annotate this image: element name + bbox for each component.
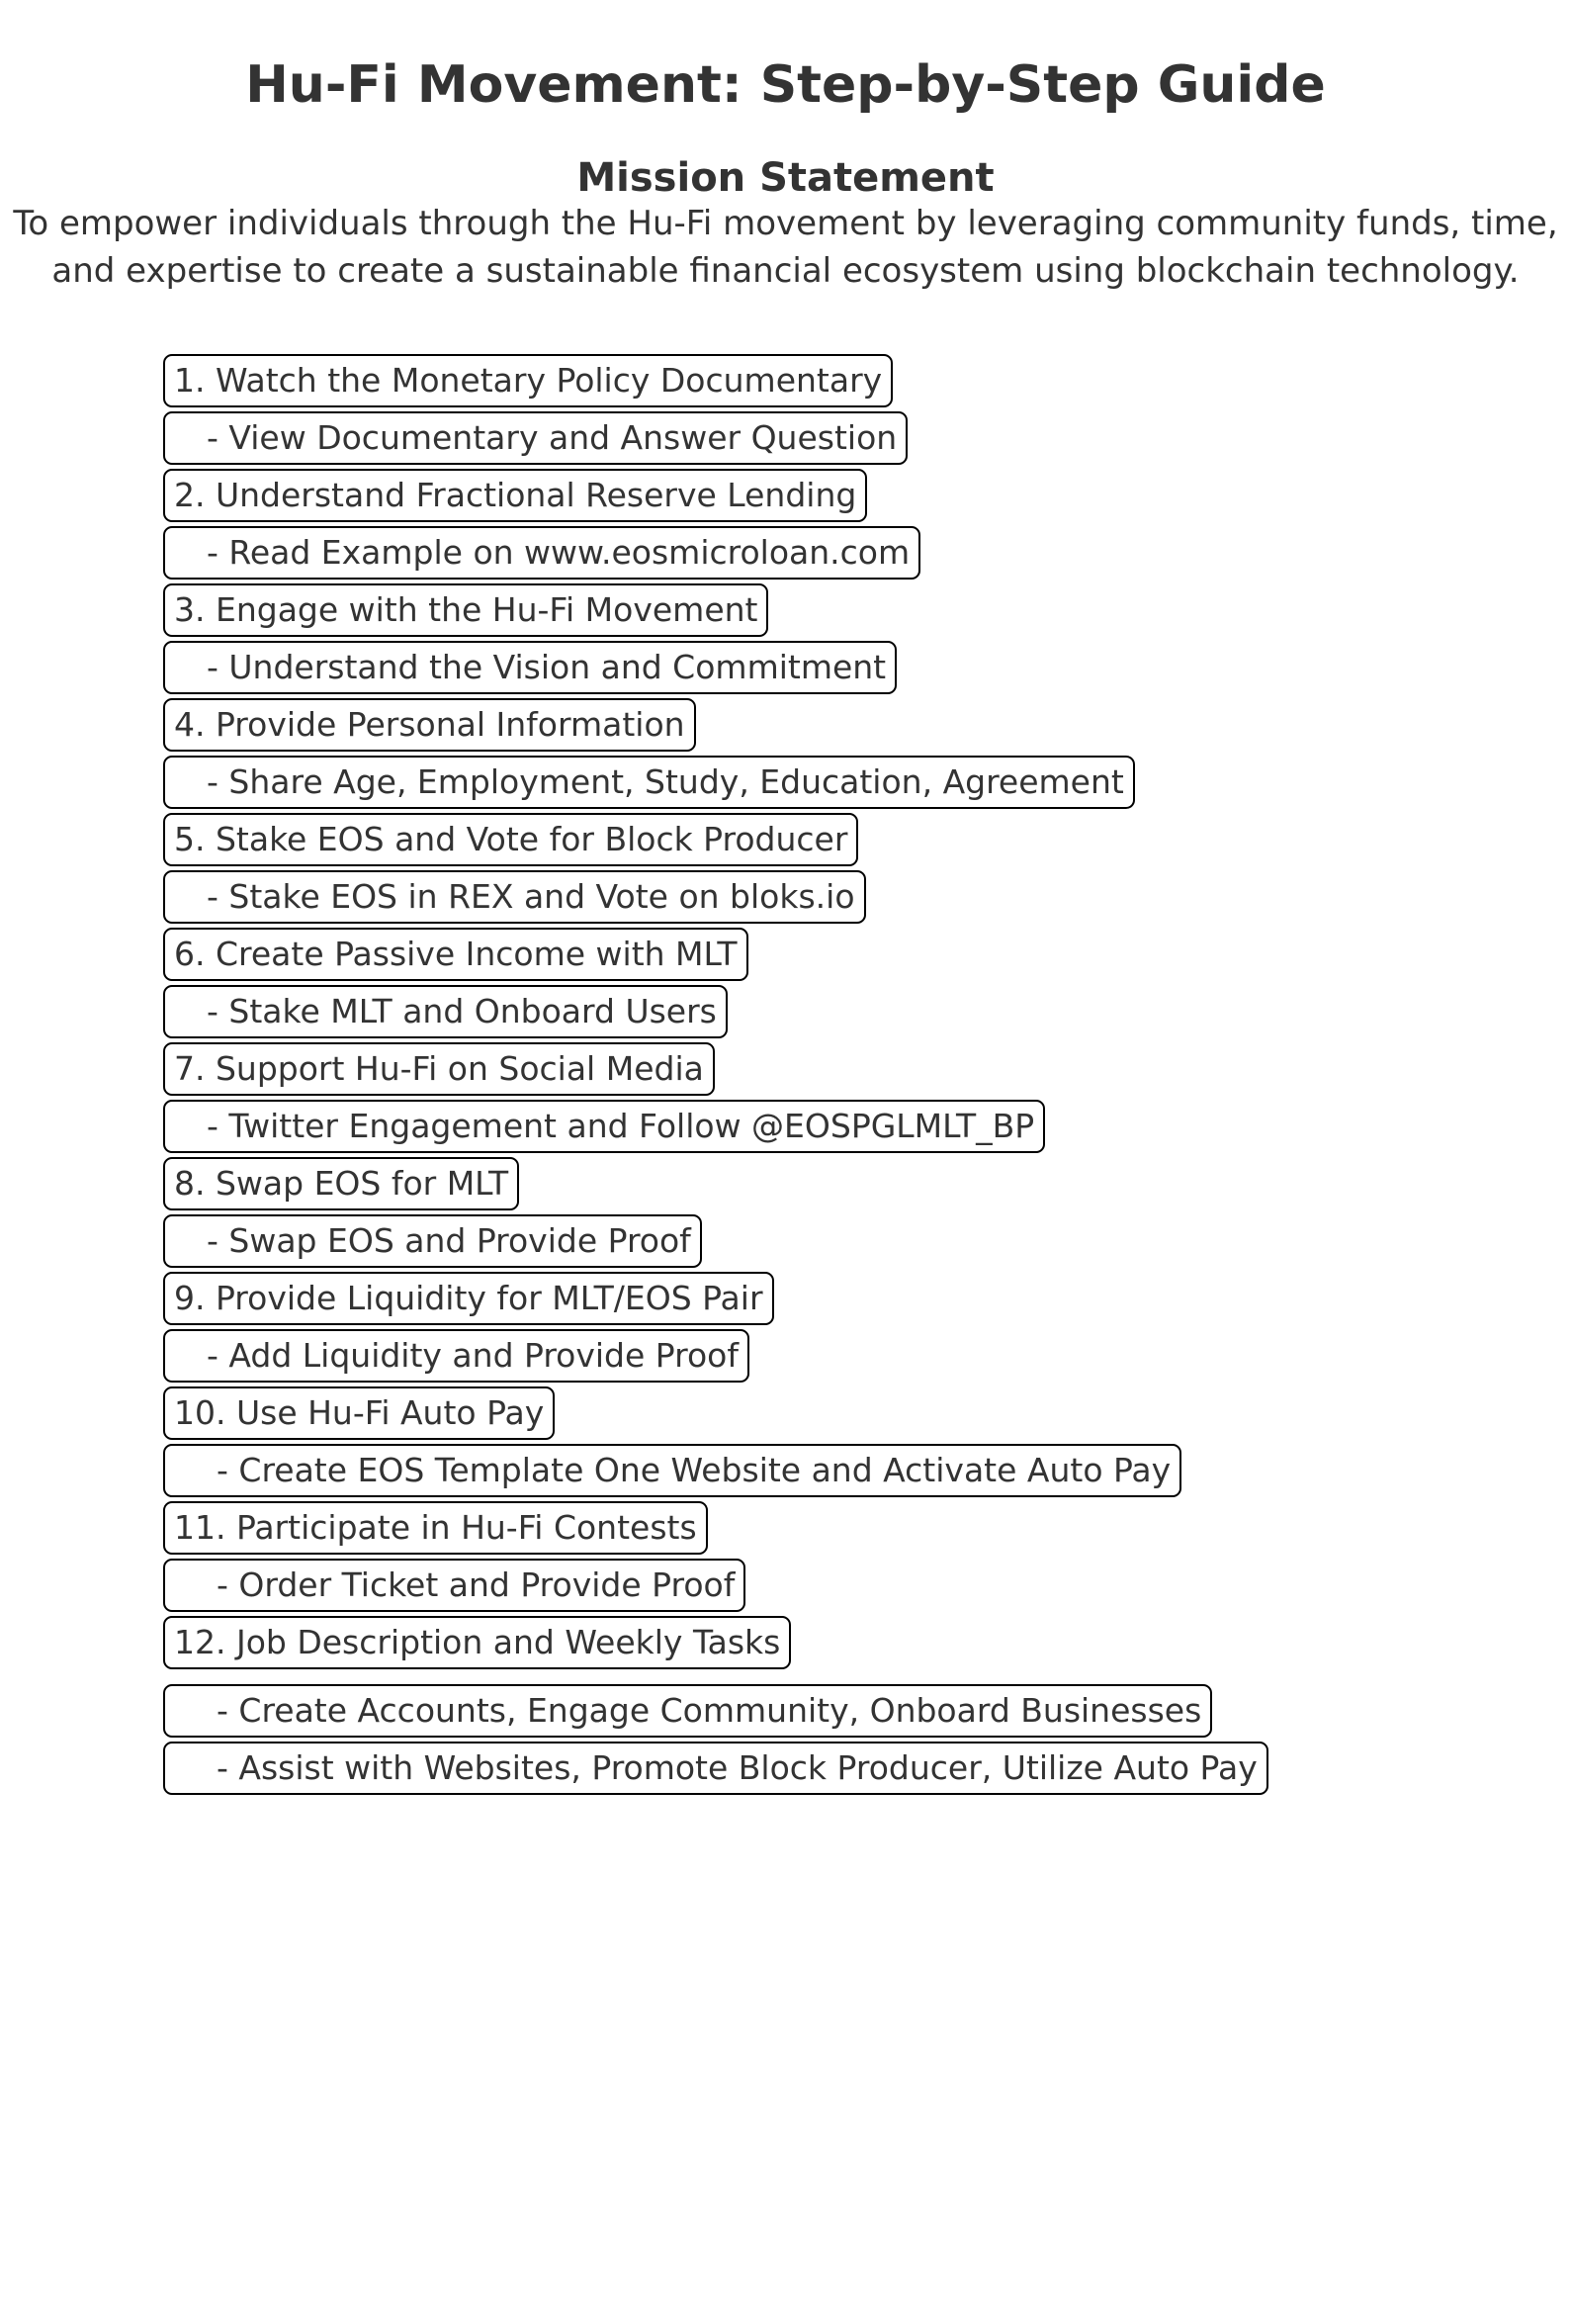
step-10-detail-box: - Create EOS Template One Website and Activate Auto Pay: [163, 1444, 1181, 1497]
step-12-detail-box-2: - Assist with Websites, Promote Block Producer, Utilize Auto Pay: [163, 1742, 1268, 1795]
step-8-detail-box: - Swap EOS and Provide Proof: [163, 1214, 702, 1268]
page-title: Hu-Fi Movement: Step-by-Step Guide: [245, 55, 1326, 115]
step-2-box: 2. Understand Fractional Reserve Lending: [163, 469, 867, 522]
step-8-box: 8. Swap EOS for MLT: [163, 1157, 519, 1210]
step-1-box: 1. Watch the Monetary Policy Documentary: [163, 354, 893, 407]
mission-line-1: To empower individuals through the Hu-Fi movement by leveraging community funds, time,: [13, 204, 1558, 243]
step-12-detail-box-1: - Create Accounts, Engage Community, Onboard Businesses: [163, 1684, 1212, 1738]
step-7-detail-box: - Twitter Engagement and Follow @EOSPGLMLT_BP: [163, 1100, 1045, 1153]
step-2-detail-box: - Read Example on www.eosmicroloan.com: [163, 526, 920, 580]
step-1-detail-box: - View Documentary and Answer Question: [163, 411, 908, 465]
step-4-detail-box: - Share Age, Employment, Study, Education, Agreement: [163, 756, 1135, 809]
step-10-box: 10. Use Hu-Fi Auto Pay: [163, 1386, 555, 1440]
step-9-detail-box: - Add Liquidity and Provide Proof: [163, 1329, 749, 1383]
step-11-box: 11. Participate in Hu-Fi Contests: [163, 1501, 708, 1555]
step-9-box: 9. Provide Liquidity for MLT/EOS Pair: [163, 1272, 774, 1325]
step-4-box: 4. Provide Personal Information: [163, 698, 696, 752]
step-7-box: 7. Support Hu-Fi on Social Media: [163, 1042, 715, 1096]
step-11-detail-box: - Order Ticket and Provide Proof: [163, 1559, 745, 1612]
step-5-detail-box: - Stake EOS in REX and Vote on bloks.io: [163, 870, 866, 924]
step-3-box: 3. Engage with the Hu-Fi Movement: [163, 583, 768, 637]
mission-line-2: and expertise to create a sustainable financial ecosystem using blockchain technology.: [51, 251, 1520, 291]
step-5-box: 5. Stake EOS and Vote for Block Producer: [163, 813, 858, 866]
step-6-box: 6. Create Passive Income with MLT: [163, 928, 748, 981]
step-6-detail-box: - Stake MLT and Onboard Users: [163, 985, 728, 1038]
step-3-detail-box: - Understand the Vision and Commitment: [163, 641, 897, 694]
step-12-box: 12. Job Description and Weekly Tasks: [163, 1616, 791, 1669]
mission-statement: [0, 200, 1571, 295]
mission-heading: Mission Statement: [576, 155, 995, 201]
